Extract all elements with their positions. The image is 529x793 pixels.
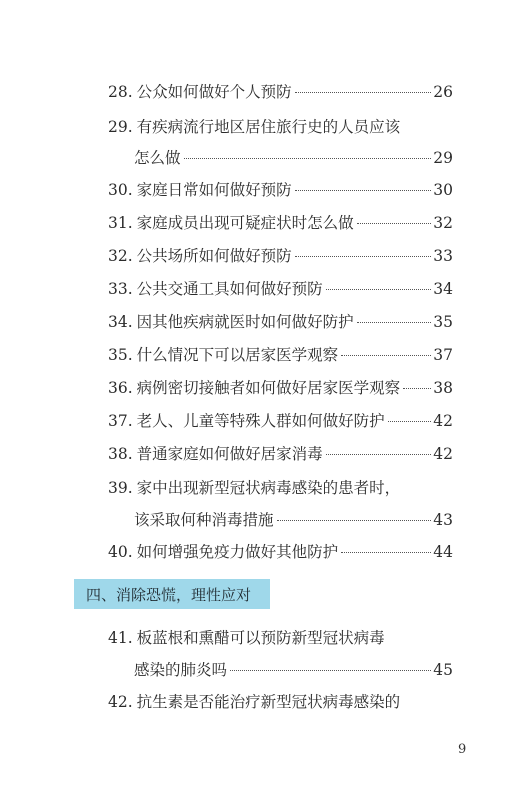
dot-leader	[357, 223, 432, 224]
toc-entry-number: 30.	[108, 181, 133, 199]
toc-entry-39[interactable]	[108, 478, 453, 498]
toc-entry-title: 该采取何种消毒措施	[134, 511, 274, 529]
toc-entry-number: 28.	[108, 83, 133, 101]
toc-entry-number: 37.	[108, 412, 133, 430]
toc-entry-number: 36.	[108, 379, 133, 397]
toc-entry-number: 29.	[108, 118, 133, 136]
toc-entry-title: 家庭成员出现可疑症状时怎么做	[136, 214, 354, 232]
toc-entry-number: 38.	[108, 445, 133, 463]
toc-entry-42[interactable]	[108, 692, 453, 712]
toc-entry-title: 病例密切接触者如何做好居家医学观察	[136, 379, 401, 397]
dot-leader	[295, 92, 432, 93]
toc-entry-30[interactable]	[108, 180, 453, 200]
section-heading[interactable]: 四、消除恐慌，理性应对	[74, 579, 270, 609]
dot-leader	[326, 289, 432, 290]
toc-entry-page: 38	[433, 379, 453, 397]
toc-entry-page: 30	[433, 181, 453, 199]
toc-entry-title: 有疾病流行地区居住旅行史的人员应该	[136, 118, 401, 136]
toc-entry-page: 45	[433, 661, 453, 679]
toc-entry-32[interactable]	[108, 246, 453, 266]
dot-leader	[295, 190, 432, 191]
toc-entry-39-continued[interactable]	[134, 510, 453, 530]
toc-entry-page: 26	[433, 83, 453, 101]
toc-entry-page: 34	[433, 280, 453, 298]
dot-leader	[230, 670, 431, 671]
toc-entry-title: 公众如何做好个人预防	[136, 83, 292, 101]
toc-entry-title: 怎么做	[134, 149, 181, 167]
toc-entry-title: 抗生素是否能治疗新型冠状病毒感染的	[136, 693, 401, 711]
toc-entry-41-continued[interactable]	[134, 660, 453, 680]
dot-leader	[341, 355, 431, 356]
toc-entry-title: 什么情况下可以居家医学观察	[136, 346, 339, 364]
toc-entry-page: 35	[433, 313, 453, 331]
toc-entry-title: 老人、儿童等特殊人群如何做好防护	[136, 412, 385, 430]
toc-entry-title: 板蓝根和熏醋可以预防新型冠状病毒	[136, 629, 385, 647]
toc-entry-number: 40.	[108, 543, 133, 561]
page-number: 9	[458, 742, 467, 757]
dot-leader	[277, 520, 432, 521]
toc-entry-number: 31.	[108, 214, 133, 232]
toc-entry-title: 公共场所如何做好预防	[136, 247, 292, 265]
dot-leader	[184, 158, 432, 159]
toc-entry-number: 34.	[108, 313, 133, 331]
toc-entry-number: 41.	[108, 629, 133, 647]
toc-entry-title: 普通家庭如何做好居家消毒	[136, 445, 323, 463]
toc-entry-title: 家庭日常如何做好预防	[136, 181, 292, 199]
toc-entry-title: 因其他疾病就医时如何做好防护	[136, 313, 354, 331]
toc-entry-page: 42	[433, 412, 453, 430]
toc-entry-number: 39.	[108, 479, 133, 497]
toc-entry-page: 29	[433, 149, 453, 167]
dot-leader	[403, 388, 431, 389]
toc-entry-33[interactable]	[108, 279, 453, 299]
toc-entry-28[interactable]	[108, 82, 453, 102]
toc-entry-number: 35.	[108, 346, 133, 364]
toc-entry-page: 42	[433, 445, 453, 463]
toc-entry-page: 32	[433, 214, 453, 232]
toc-entry-37[interactable]	[108, 411, 453, 431]
toc-entry-41[interactable]	[108, 628, 453, 648]
dot-leader	[341, 552, 431, 553]
toc-entry-page: 33	[433, 247, 453, 265]
dot-leader	[357, 322, 432, 323]
dot-leader	[326, 454, 432, 455]
toc-entry-number: 33.	[108, 280, 133, 298]
toc-entry-34[interactable]	[108, 312, 453, 332]
toc-entry-40[interactable]	[108, 542, 453, 562]
toc-entry-29-continued[interactable]	[134, 148, 453, 168]
toc-entry-35[interactable]	[108, 345, 453, 365]
toc-entry-29[interactable]	[108, 117, 453, 137]
toc-entry-page: 44	[433, 543, 453, 561]
dot-leader	[295, 256, 432, 257]
toc-entry-page: 37	[433, 346, 453, 364]
toc-entry-page: 43	[433, 511, 453, 529]
toc-entry-title: 家中出现新型冠状病毒感染的患者时，	[136, 479, 401, 497]
toc-entry-31[interactable]	[108, 213, 453, 233]
toc-entry-title: 感染的肺炎吗	[134, 661, 228, 679]
toc-entry-title: 公共交通工具如何做好预防	[136, 280, 323, 298]
toc-entry-number: 32.	[108, 247, 133, 265]
toc-entry-38[interactable]	[108, 444, 453, 464]
toc-entry-title: 如何增强免疫力做好其他防护	[136, 543, 339, 561]
toc-entry-number: 42.	[108, 693, 133, 711]
dot-leader	[388, 421, 432, 422]
toc-entry-36[interactable]	[108, 378, 453, 398]
